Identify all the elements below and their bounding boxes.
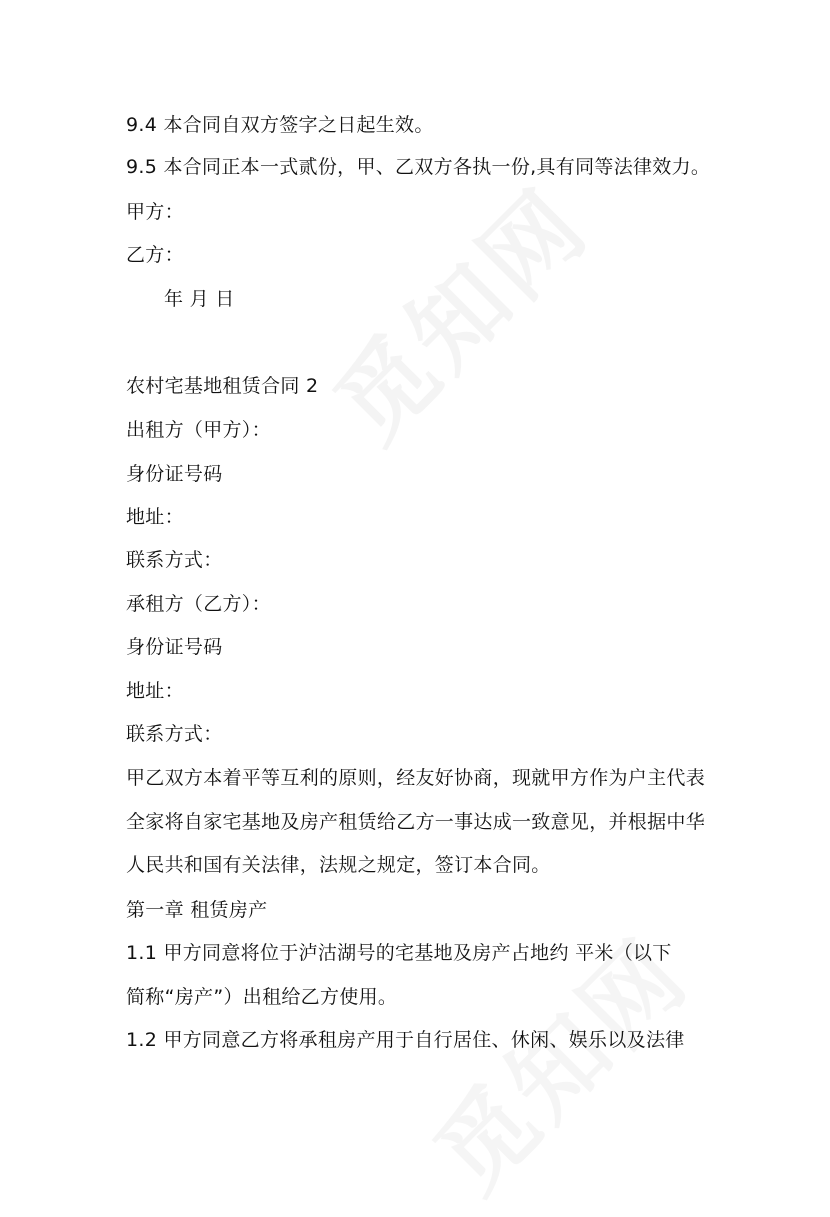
party-a-signature-label: 甲方：	[126, 201, 184, 223]
party-b-signature-label: 乙方：	[126, 244, 184, 266]
clause-1-1: 1.1 甲方同意将位于泸沽湖号的宅基地及房产占地约 平米（以下	[126, 942, 672, 964]
clause-9-4: 9.4 本合同自双方签字之日起生效。	[126, 114, 434, 136]
clause-9-5: 9.5 本合同正本一式贰份，甲、乙双方各执一份,具有同等法律效力。	[126, 156, 711, 178]
lessee-address-label: 地址：	[126, 680, 184, 702]
clause-1-1-continued: 简称“房产”）出租给乙方使用。	[126, 986, 398, 1008]
lessor-label: 出租方（甲方）：	[126, 419, 271, 441]
contract-title: 农村宅基地租赁合同 2	[126, 375, 319, 397]
lessee-label: 承租方（乙方）：	[126, 593, 271, 615]
lessor-id-label: 身份证号码	[126, 463, 223, 485]
preamble-line: 甲乙双方本着平等互利的原则，经友好协商，现就甲方作为户主代表	[126, 767, 706, 789]
lessee-contact-label: 联系方式：	[126, 723, 223, 745]
chapter-heading: 第一章 租赁房产	[126, 899, 268, 921]
clause-1-2: 1.2 甲方同意乙方将承租房产用于自行居住、休闲、娱乐以及法律	[126, 1029, 685, 1051]
watermark	[300, 154, 613, 467]
lessor-contact-label: 联系方式：	[126, 549, 223, 571]
lessee-id-label: 身份证号码	[126, 636, 223, 658]
lessor-address-label: 地址：	[126, 506, 184, 528]
preamble-line: 全家将自家宅基地及房产租赁给乙方一事达成一致意见，并根据中华	[126, 811, 706, 833]
preamble-line: 人民共和国有关法律，法规之规定，签订本合同。	[126, 854, 551, 876]
date-line: 年 月 日	[164, 288, 235, 310]
